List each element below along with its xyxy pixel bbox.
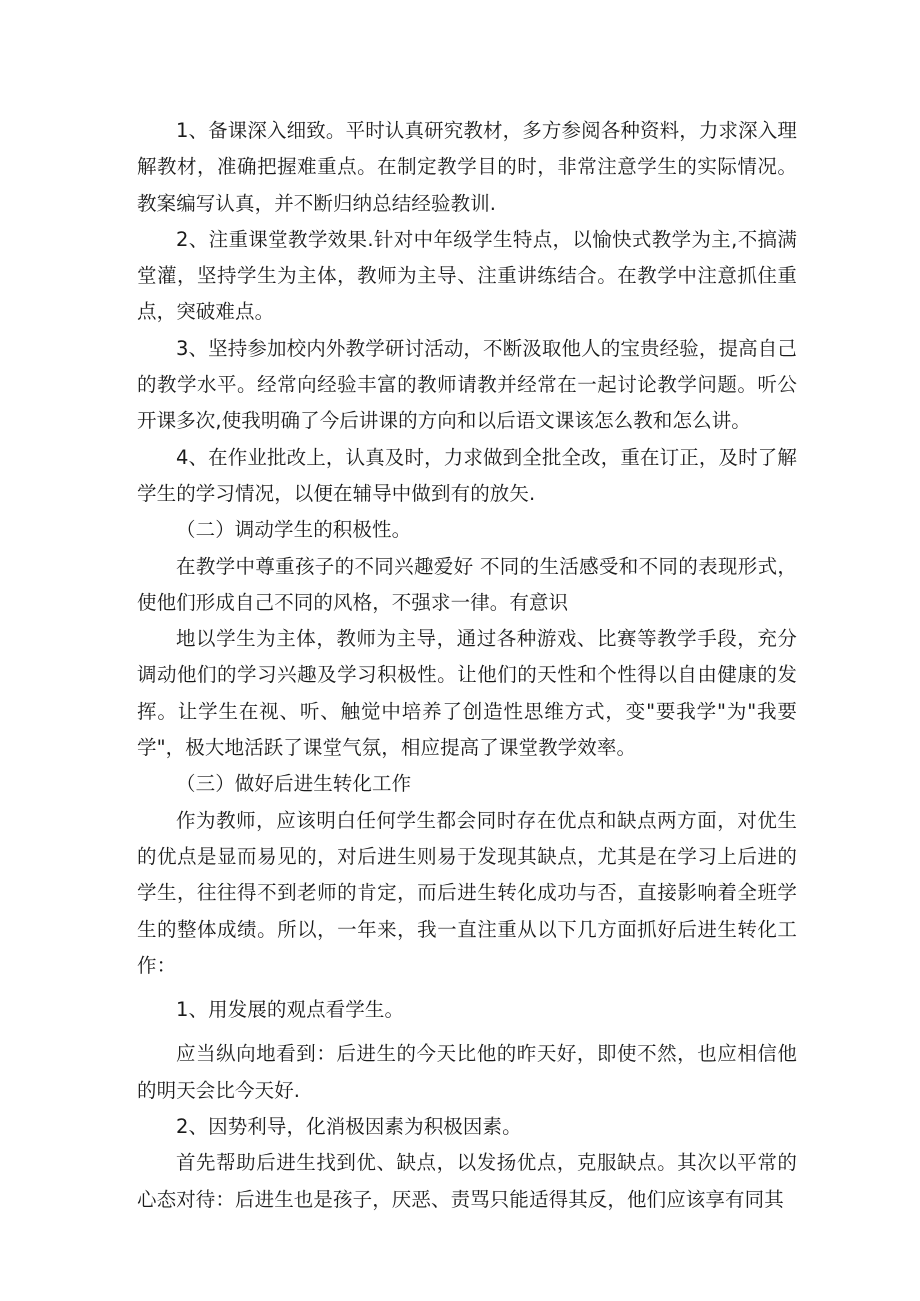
- document-page: [137, 113, 797, 1218]
- paragraph-lesson-prep: 1、备课深入细致。平时认真研究教材，多方参阅各种资料，力求深入理解教材，准确把握难重点。在制定教学目的时，非常注意学生的实际情况。教案编写认真，并不断归纳总结经验教训.: [137, 119, 797, 215]
- paragraph-teaching-research: 3、坚持参加校内外教学研讨活动，不断汲取他人的宝贵经验，提高自己的教学水平。经常向经验丰富的教师请教并经常在一起讨论教学问题。听公开课多次,使我明确了今后讲课的方向和以后语文课该怎么教和怎么讲。: [137, 336, 797, 433]
- paragraph-teacher-perspective: 作为教师，应该明白任何学生都会同时存在优点和缺点两方面，对优生的优点是显而易见的，对后进生则易于发现其缺点，尤其是在学习上后进的学生，往往得不到老师的肯定，而后进生转化成功与否，直接影响着全班学生的整体成绩。所以，一年来，我一直注重从以下几方面抓好后进生转化工作：: [137, 808, 797, 977]
- paragraph-find-strengths: 首先帮助后进生找到优、缺点，以发扬优点，克服缺点。其次以平常的心态对待：后进生也是孩子，厌恶、责骂只能适得其反，他们应该享有同其: [137, 1151, 797, 1211]
- paragraph-longitudinal-view: 应当纵向地看到：后进生的今天比他的昨天好，即使不然，也应相信他的明天会比今天好.: [137, 1042, 797, 1102]
- paragraph-student-centered: 地以学生为主体，教师为主导，通过各种游戏、比赛等教学手段，充分调动他们的学习兴趣及学习积极性。让他们的天性和个性得以自由健康的发挥。让学生在视、听、触觉中培养了创造性思维方式，变"要我学"为"我要学"，极大地活跃了课堂气氛，相应提高了课堂教学效率。: [137, 627, 797, 760]
- section-heading-underachievers: （三）做好后进生转化工作: [176, 772, 412, 796]
- paragraph-respect-interests: 在教学中尊重孩子的不同兴趣爱好 不同的生活感受和不同的表现形式，使他们形成自己不同的风格，不强求一律。有意识: [137, 554, 797, 614]
- section-heading-motivation: （二）调动学生的积极性。: [176, 518, 412, 542]
- paragraph-homework-grading: 4、在作业批改上，认真及时，力求做到全批全改，重在订正，及时了解学生的学习情况，以便在辅导中做到有的放矢.: [137, 445, 797, 505]
- subheading-development-view: 1、用发展的观点看学生。: [176, 998, 405, 1022]
- paragraph-classroom-effect: 2、注重课堂教学效果.针对中年级学生特点，以愉快式教学为主,不搞满堂灌，坚持学生为主体，教师为主导、注重讲练结合。在教学中注意抓住重点，突破难点。: [137, 227, 797, 324]
- subheading-guidance: 2、因势利导，化消极因素为积极因素。: [176, 1115, 522, 1139]
